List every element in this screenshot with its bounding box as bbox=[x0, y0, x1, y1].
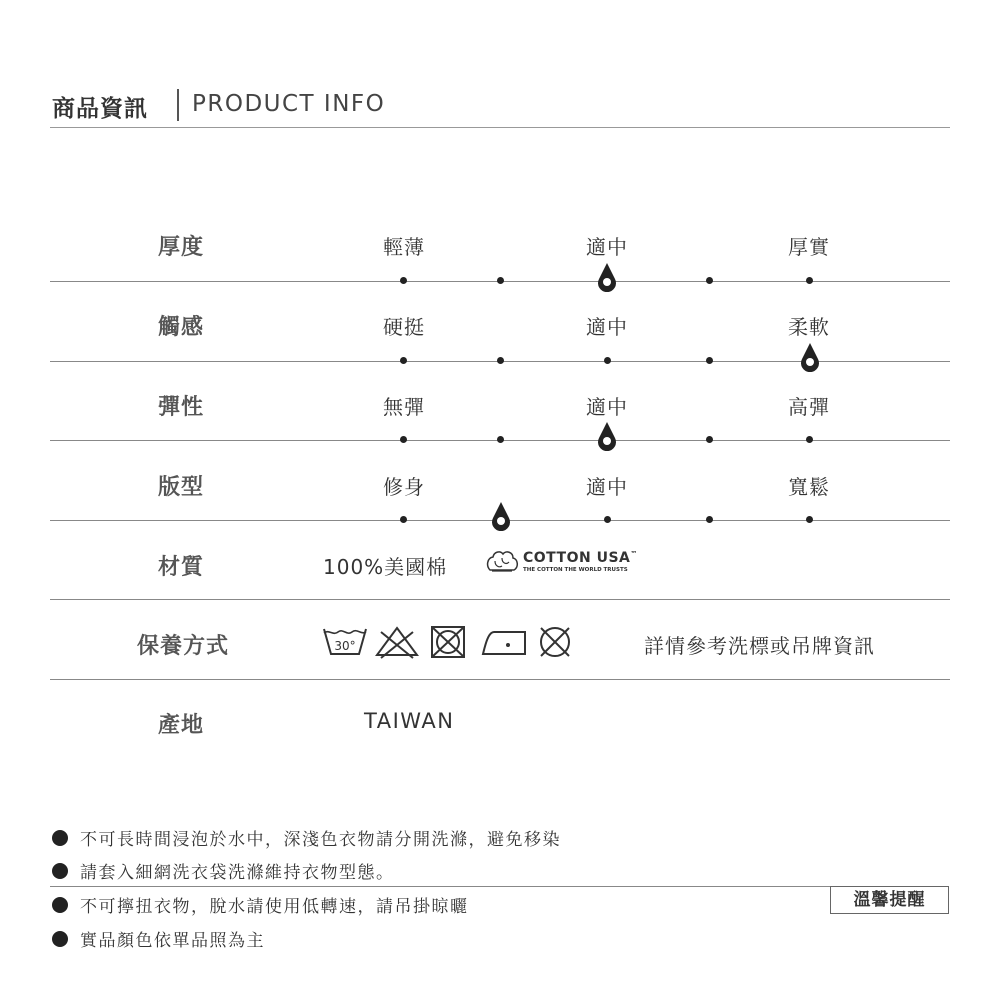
list-item bbox=[52, 926, 265, 951]
row-label-thickness: 厚度 bbox=[157, 235, 204, 260]
selected-marker-icon bbox=[596, 262, 618, 292]
header-underline bbox=[50, 127, 950, 128]
touch-option-soft: 柔軟 bbox=[788, 315, 830, 339]
row-label-touch: 觸感 bbox=[157, 315, 204, 340]
thickness-option-thin: 輕薄 bbox=[383, 235, 425, 259]
thickness-option-thick: 厚實 bbox=[788, 235, 830, 259]
cotton-usa-title: COTTON USA bbox=[523, 550, 631, 566]
section-title-en: PRODUCT INFO bbox=[192, 91, 386, 117]
row-label-material: 材質 bbox=[157, 555, 204, 580]
note-text: 請套入細網洗衣袋洗滌維持衣物型態。 bbox=[80, 863, 395, 883]
wash-temp-label: 30° bbox=[334, 639, 356, 653]
note-text: 不可長時間浸泡於水中，深淺色衣物請分開洗滌，避免移染 bbox=[80, 830, 561, 850]
elasticity-option-medium: 適中 bbox=[586, 395, 628, 419]
elasticity-option-high: 高彈 bbox=[788, 395, 830, 419]
row-divider bbox=[50, 679, 950, 680]
selected-marker-icon bbox=[596, 421, 618, 451]
low-iron-icon bbox=[480, 626, 528, 658]
scale-dot bbox=[706, 516, 713, 523]
cotton-boll-icon bbox=[484, 548, 520, 580]
title-divider bbox=[177, 89, 179, 121]
section-title-cn: 商品資訊 bbox=[52, 96, 148, 122]
scale-dot bbox=[604, 357, 611, 364]
row-label-fit: 版型 bbox=[157, 475, 204, 500]
no-tumble-dry-icon bbox=[429, 624, 467, 660]
scale-dot bbox=[806, 277, 813, 284]
scale-dot bbox=[400, 516, 407, 523]
fit-option-loose: 寬鬆 bbox=[788, 475, 830, 499]
scale-dot bbox=[806, 516, 813, 523]
touch-option-medium: 適中 bbox=[586, 315, 628, 339]
wash-30-icon bbox=[322, 625, 368, 659]
scale-dot bbox=[400, 357, 407, 364]
cotton-usa-subtitle: THE COTTON THE WORLD TRUSTS bbox=[523, 567, 628, 573]
no-dry-clean-icon bbox=[537, 624, 573, 660]
row-label-origin: 產地 bbox=[157, 713, 204, 738]
touch-option-stiff: 硬挺 bbox=[383, 315, 425, 339]
selected-marker-icon bbox=[490, 501, 512, 531]
reminder-badge: 溫馨提醒 bbox=[830, 886, 949, 914]
selected-marker-icon bbox=[799, 342, 821, 372]
scale-dot bbox=[706, 357, 713, 364]
row-label-elasticity: 彈性 bbox=[157, 395, 204, 420]
material-value: 100%美國棉 bbox=[323, 555, 448, 579]
scale-dot bbox=[604, 516, 611, 523]
row-divider bbox=[50, 599, 950, 600]
fit-option-slim: 修身 bbox=[383, 475, 425, 499]
cotton-usa-tm: ™ bbox=[630, 550, 638, 558]
bullet-icon bbox=[52, 830, 68, 846]
list-item bbox=[52, 825, 561, 850]
cotton-usa-logo bbox=[484, 548, 644, 580]
row-label-care: 保養方式 bbox=[136, 634, 229, 659]
list-item bbox=[52, 858, 395, 883]
elasticity-option-none: 無彈 bbox=[383, 395, 425, 419]
bullet-icon bbox=[52, 863, 68, 879]
scale-dot bbox=[806, 436, 813, 443]
scale-dot bbox=[706, 436, 713, 443]
scale-dot bbox=[400, 436, 407, 443]
note-text: 實品顏色依單品照為主 bbox=[80, 931, 265, 951]
care-note: 詳情參考洗標或吊牌資訊 bbox=[644, 634, 875, 658]
scale-dot bbox=[497, 357, 504, 364]
scale-dot bbox=[400, 277, 407, 284]
scale-dot bbox=[497, 277, 504, 284]
note-text: 不可擰扭衣物，脫水請使用低轉速，請吊掛晾曬 bbox=[80, 897, 469, 917]
origin-value: TAIWAN bbox=[364, 709, 455, 733]
scale-dot bbox=[706, 277, 713, 284]
scale-dot bbox=[497, 436, 504, 443]
fit-option-medium: 適中 bbox=[586, 475, 628, 499]
notes-divider bbox=[50, 886, 830, 887]
list-item bbox=[52, 892, 469, 917]
bullet-icon bbox=[52, 897, 68, 913]
no-bleach-icon bbox=[373, 624, 421, 660]
bullet-icon bbox=[52, 931, 68, 947]
thickness-option-medium: 適中 bbox=[586, 235, 628, 259]
